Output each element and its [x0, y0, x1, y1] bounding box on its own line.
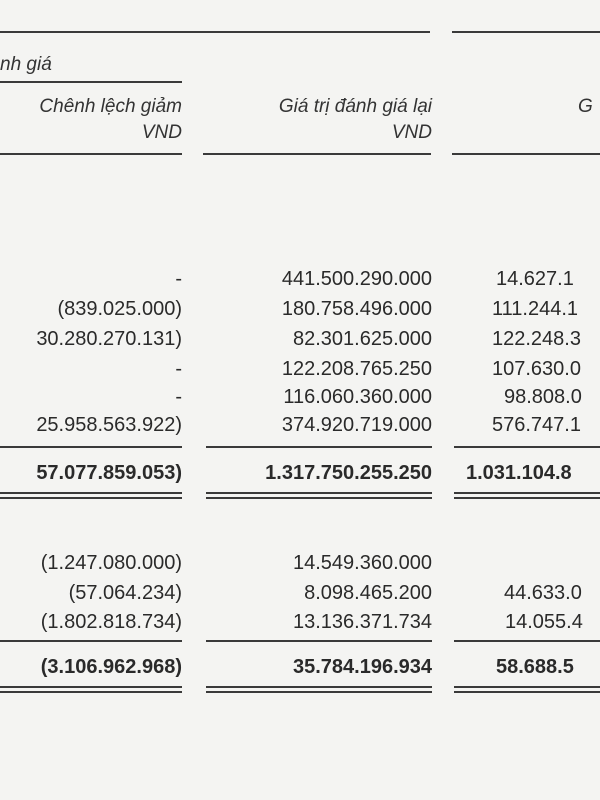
s1-total-double-rule-d [206, 497, 432, 499]
s1-r2-col2: 180.758.496.000 [281, 298, 432, 320]
s1-r6-col2: 374.920.719.000 [281, 414, 432, 436]
s1-r2-col1: (839.025.000) [57, 298, 182, 320]
s1-r3-col3: 122.248.3 [492, 328, 581, 350]
s1-r1-col2: 441.500.290.000 [281, 268, 432, 290]
s2-total-double-rule-c [206, 686, 432, 688]
top-rule-left [0, 31, 430, 33]
col3-header-rule [452, 153, 600, 155]
s1-total-col2: 1.317.750.255.250 [265, 462, 432, 484]
s1-r6-col1: 25.958.563.922) [36, 414, 182, 436]
col1-header-rule [0, 153, 182, 155]
s1-r3-col2: 82.301.625.000 [292, 328, 432, 350]
s1-total-double-rule-b [0, 497, 182, 499]
s2-subtotal-rule-col2 [206, 640, 432, 642]
s2-total-col2: 35.784.196.934 [292, 656, 432, 678]
col3-header-fragment: G [578, 96, 593, 117]
s1-r3-col1: 30.280.270.131) [36, 328, 182, 350]
top-rule-right [452, 31, 600, 33]
col2-header-unit: VND [391, 122, 432, 143]
s1-total-double-rule-c [206, 492, 432, 494]
s2-r2-col3: 44.633.0 [504, 582, 582, 604]
s2-subtotal-rule-col1 [0, 640, 182, 642]
s1-total-double-rule-f [454, 497, 600, 499]
s1-subtotal-rule-col2 [206, 446, 432, 448]
s2-total-double-rule-d [206, 691, 432, 693]
s1-r6-col3: 576.747.1 [492, 414, 581, 436]
s2-total-col1: (3.106.962.968) [40, 656, 182, 678]
s2-subtotal-rule-col3 [454, 640, 600, 642]
s2-total-double-rule-a [0, 686, 182, 688]
group-header-fragment: nh giá [0, 54, 52, 75]
s1-r4-col2: 122.208.765.250 [281, 358, 432, 380]
s2-r1-col1: (1.247.080.000) [40, 552, 182, 574]
s1-total-col3: 1.031.104.8 [466, 462, 572, 484]
s2-total-double-rule-f [454, 691, 600, 693]
s1-subtotal-rule-col3 [454, 446, 600, 448]
s1-r5-col3: 98.808.0 [504, 386, 582, 408]
s1-r2-col3: 111.244.1 [492, 298, 579, 320]
s1-r1-col1: - [175, 268, 182, 290]
group-header-rule [0, 81, 182, 83]
s2-total-col3: 58.688.5 [496, 656, 574, 678]
col1-header-unit: VND [141, 122, 182, 143]
col1-header-label: Chênh lệch giảm [39, 96, 182, 117]
s1-total-double-rule-e [454, 492, 600, 494]
s1-total-col1: 57.077.859.053) [36, 462, 182, 484]
s1-r1-col3: 14.627.1 [496, 268, 574, 290]
col2-header-rule [203, 153, 431, 155]
s1-r4-col3: 107.630.0 [492, 358, 581, 380]
s2-r2-col1: (57.064.234) [68, 582, 182, 604]
s2-r3-col3: 14.055.4 [505, 611, 583, 633]
s2-r3-col2: 13.136.371.734 [292, 611, 432, 633]
s2-total-double-rule-e [454, 686, 600, 688]
s2-r1-col2: 14.549.360.000 [292, 552, 432, 574]
s1-r5-col1: - [175, 386, 182, 408]
s2-r2-col2: 8.098.465.200 [304, 582, 432, 604]
s1-subtotal-rule-col1 [0, 446, 182, 448]
s1-total-double-rule-a [0, 492, 182, 494]
s1-r5-col2: 116.060.360.000 [283, 386, 432, 408]
s2-r3-col1: (1.802.818.734) [40, 611, 182, 633]
col2-header-label: Giá trị đánh giá lại [278, 96, 432, 117]
s2-total-double-rule-b [0, 691, 182, 693]
s1-r4-col1: - [175, 358, 182, 380]
